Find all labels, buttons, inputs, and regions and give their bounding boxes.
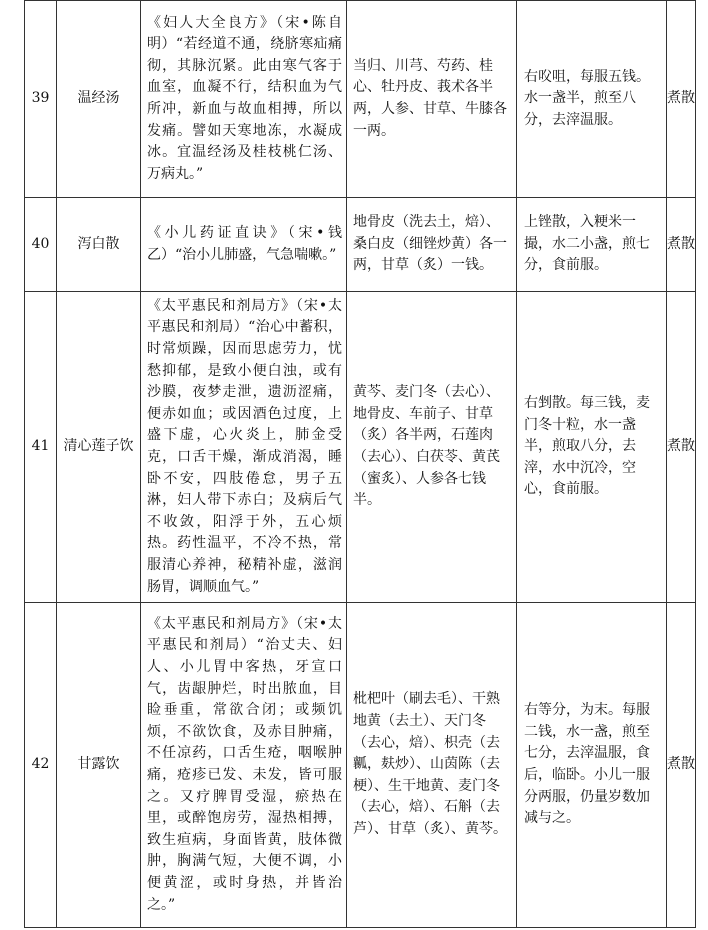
table-row bbox=[25, 603, 696, 928]
row-number: 40 bbox=[25, 198, 57, 292]
row-number: 41 bbox=[25, 292, 57, 603]
ingredients-text: 地骨皮（洗去土，焙）、桑白皮（细锉炒黄）各一两，甘草（炙）一钱。 bbox=[347, 198, 517, 292]
dosage-form: 煮散 bbox=[667, 603, 696, 928]
ingredients-text: 当归、川芎、芍药、桂心、牡丹皮、莪术各半两，人参、甘草、牛膝各一两。 bbox=[347, 1, 517, 198]
usage-text: 右㕮咀，每服五钱。水一盏半，煎至八分，去滓温服。 bbox=[517, 1, 667, 198]
formula-name: 泻白散 bbox=[57, 198, 141, 292]
row-number: 42 bbox=[25, 603, 57, 928]
formula-name: 清心莲子饮 bbox=[57, 292, 141, 603]
usage-text: 右等分，为末。每服二钱，水一盏，煎至七分，去滓温服，食后，临卧。小儿一服分两服，仍量岁数加减与之。 bbox=[517, 603, 667, 928]
formula-name: 温经汤 bbox=[57, 1, 141, 198]
table-row bbox=[25, 1, 696, 198]
dosage-form: 煮散 bbox=[667, 1, 696, 198]
source-text: 《妇人大全良方》（宋•陈自明）“若经道不通，绕脐寒疝痛彻，其脉沉紧。此由寒气客于血室，血凝不行，结积血为气所冲，新血与故血相搏，所以发痛。譬如天寒地冻，水凝成冰。宜温经汤及桂枝桃仁汤、万病丸。” bbox=[141, 1, 347, 198]
table-row bbox=[25, 292, 696, 603]
formula-name: 甘露饮 bbox=[57, 603, 141, 928]
table-row bbox=[25, 198, 696, 292]
source-text: 《太平惠民和剂局方》（宋•太平惠民和剂局）“治心中蓄积，时常烦躁，因而思虑劳力，忧愁抑郁，是致小便白浊，或有沙膜，夜梦走泄，遗沥涩痛，便赤如血；或因酒色过度，上盛下虚，心火炎上，肺金受克，口舌干燥，渐成消渴，睡卧不安，四肢倦怠，男子五淋，妇人带下赤白；及病后气不收敛，阳浮于外，五心烦热。药性温平，不冷不热，常服清心养神，秘精补虚，滋润肠胃，调顺血气。” bbox=[141, 292, 347, 603]
dosage-form: 煮散 bbox=[667, 198, 696, 292]
source-text: 《太平惠民和剂局方》（宋•太平惠民和剂局）“治丈夫、妇人、小儿胃中客热，牙宣口气，齿龈肿烂，时出脓血，目睑垂重，常欲合闭；或频饥烦，不欲饮食，及赤目肿痛，不任凉药，口舌生疮，咽喉肿痛，疮疹已发、未发，皆可服之。又疗脾胃受湿，瘀热在里，或醉饱房劳，湿热相搏，致生疸病，身面皆黄，肢体微肿，胸满气短，大便不调，小便黄涩，或时身热，并皆治之。” bbox=[141, 603, 347, 928]
source-text: 《小儿药证直诀》（宋•钱乙）“治小儿肺盛，气急喘嗽。” bbox=[141, 198, 347, 292]
ingredients-text: 黄芩、麦门冬（去心）、地骨皮、车前子、甘草（炙）各半两，石莲肉（去心）、白茯苓、黄芪（蜜炙）、人参各七钱半。 bbox=[347, 292, 517, 603]
row-number: 39 bbox=[25, 1, 57, 198]
usage-text: 上锉散，入粳米一撮，水二小盏，煎七分，食前服。 bbox=[517, 198, 667, 292]
dosage-form: 煮散 bbox=[667, 292, 696, 603]
prescription-table bbox=[24, 0, 696, 928]
ingredients-text: 枇杷叶（刷去毛）、干熟地黄（去土）、天门冬（去心，焙）、枳壳（去瓤，麸炒）、山茵陈（去梗）、生干地黄、麦门冬（去心，焙）、石斛（去芦）、甘草（炙）、黄芩。 bbox=[347, 603, 517, 928]
usage-text: 右剉散。每三钱，麦门冬十粒，水一盏半，煎取八分，去滓，水中沉冷，空心，食前服。 bbox=[517, 292, 667, 603]
